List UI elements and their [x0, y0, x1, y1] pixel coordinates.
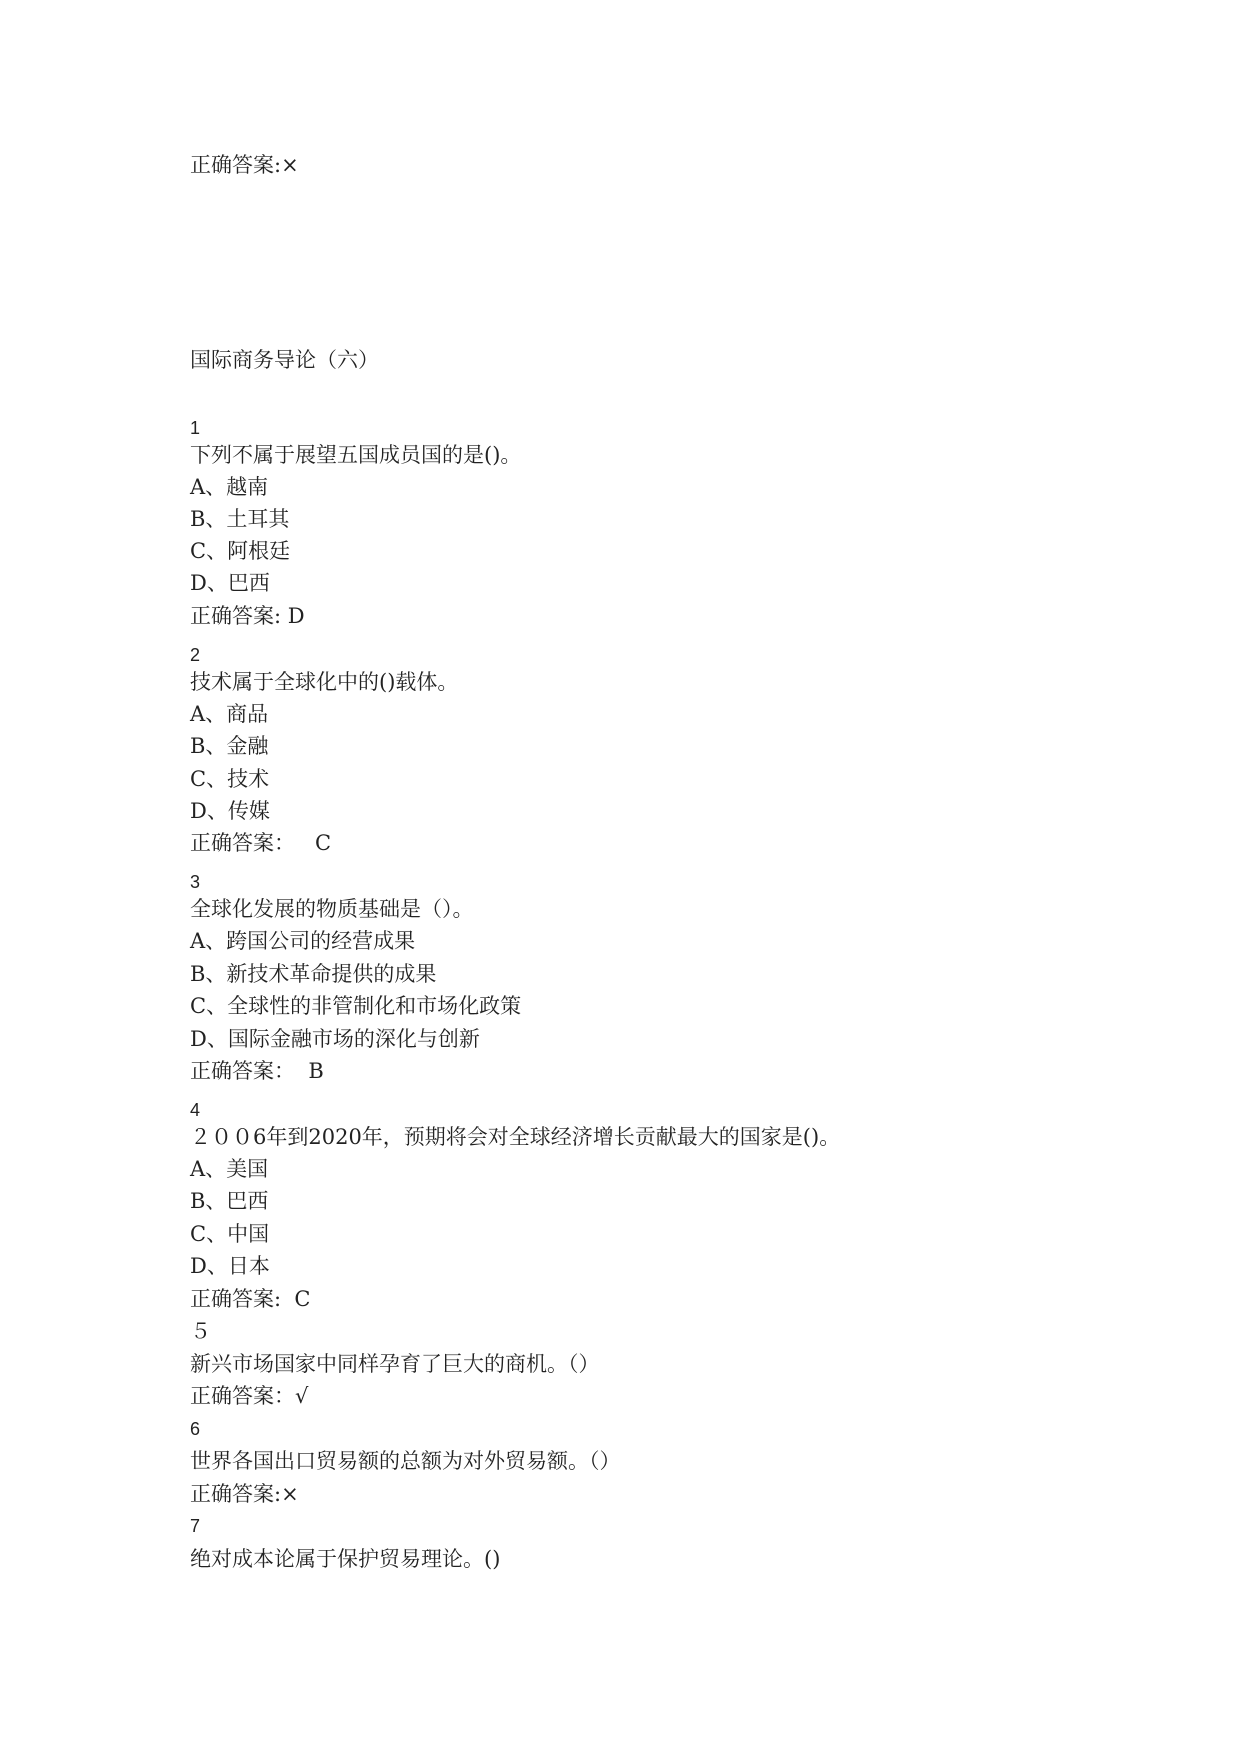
question-number: 2 [190, 645, 201, 665]
question-answer: 正确答案:× [190, 1482, 299, 1506]
section-title: 国际商务导论（六） [190, 348, 379, 372]
question-option: A、商品 [190, 702, 269, 726]
question-option: C、全球性的非管制化和市场化政策 [190, 994, 522, 1018]
question-answer: 正确答案： B [190, 1059, 324, 1083]
question-option: B、巴西 [190, 1189, 269, 1213]
question-option: A、跨国公司的经营成果 [190, 929, 416, 953]
question-text: 新兴市场国家中同样孕育了巨大的商机。（） [190, 1352, 600, 1376]
question-option: B、土耳其 [190, 507, 290, 531]
question-answer: 正确答案: D [190, 604, 305, 628]
question-number: 4 [190, 1100, 201, 1120]
question-number: 1 [190, 418, 201, 438]
question-text: 下列不属于展望五国成员国的是()。 [190, 443, 522, 467]
previous-answer: 正确答案:× [190, 153, 299, 177]
question-number: 7 [190, 1516, 201, 1536]
question-number: ５ [190, 1319, 211, 1343]
question-option: A、美国 [190, 1157, 269, 1181]
question-number: 3 [190, 872, 201, 892]
question-option: C、技术 [190, 767, 270, 791]
question-text: 技术属于全球化中的()载体。 [190, 670, 459, 694]
question-text: 全球化发展的物质基础是（）。 [190, 897, 474, 921]
question-answer: 正确答案： C [190, 831, 332, 855]
question-option: D、巴西 [190, 571, 270, 595]
question-text: 绝对成本论属于保护贸易理论。() [190, 1547, 501, 1571]
question-option: D、传媒 [190, 799, 270, 823]
question-option: B、金融 [190, 734, 269, 758]
question-option: A、越南 [190, 475, 269, 499]
question-text: 世界各国出口贸易额的总额为对外贸易额。（） [190, 1449, 621, 1473]
question-option: D、日本 [190, 1254, 270, 1278]
question-option: B、新技术革命提供的成果 [190, 962, 437, 986]
question-option: D、国际金融市场的深化与创新 [190, 1027, 480, 1051]
question-option: C、中国 [190, 1222, 270, 1246]
question-number: 6 [190, 1419, 201, 1439]
question-answer: 正确答案: C [190, 1287, 311, 1311]
question-option: C、阿根廷 [190, 539, 291, 563]
question-text: ２００6年到2020年，预期将会对全球经济增长贡献最大的国家是()。 [190, 1125, 841, 1149]
question-answer: 正确答案：√ [190, 1384, 309, 1408]
